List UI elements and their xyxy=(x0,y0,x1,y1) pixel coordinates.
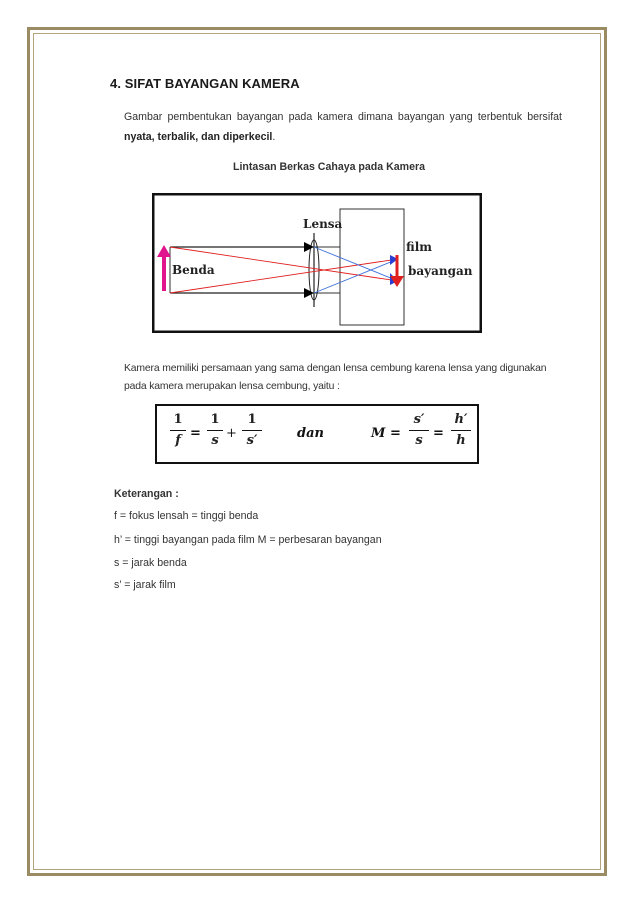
lens-label: Lensa xyxy=(303,217,343,231)
image-label: bayangan xyxy=(408,264,473,278)
figure-title: Lintasan Berkas Cahaya pada Kamera xyxy=(233,161,425,173)
object-label: Benda xyxy=(172,263,215,277)
dan-word: dan xyxy=(297,426,324,441)
fraction-h-prime-over-h: h′ h xyxy=(451,412,471,449)
fraction-1-over-s: 1 s xyxy=(207,412,223,449)
fraction-1-over-f: 1 f xyxy=(170,412,186,449)
camera-ray-diagram xyxy=(152,193,482,333)
film-label: film xyxy=(406,240,432,254)
lens-line-2: pada kamera merupakan lensa cembung, yaitu : xyxy=(124,381,340,392)
fraction-s-prime-over-s: s′ s xyxy=(409,412,429,449)
legend-line-focus: f = fokus lensah = tinggi benda xyxy=(114,510,259,522)
intro-bold-properties: nyata, terbalik, dan diperkecil xyxy=(124,131,273,143)
equals-sign-1: = xyxy=(190,426,201,441)
intro-line-1: Gambar pembentukan bayangan pada kamera dimana bayangan yang terbentuk bersifat xyxy=(124,111,562,123)
intro-paragraph xyxy=(124,107,562,147)
plus-sign: + xyxy=(226,426,237,441)
intro-end: . xyxy=(272,131,276,143)
legend-line-object-distance: s = jarak benda xyxy=(114,557,187,569)
lens-line-1: Kamera memiliki persamaan yang sama dengan lensa cembung karena lensa yang digunakan xyxy=(124,363,547,374)
legend-title: Keterangan : xyxy=(114,488,179,500)
legend-line-film-distance: s’ = jarak film xyxy=(114,579,176,591)
magnification-symbol: M xyxy=(371,426,386,441)
lens-paragraph xyxy=(124,360,574,396)
fraction-1-over-s-prime: 1 s′ xyxy=(242,412,262,449)
section-heading: 4. SIFAT BAYANGAN KAMERA xyxy=(110,76,300,91)
legend-line-image-height: h’ = tinggi bayangan pada film M = perbesaran bayangan xyxy=(114,534,382,546)
equals-sign-3: = xyxy=(433,426,444,441)
formula-box xyxy=(155,404,479,464)
camera-body xyxy=(340,209,404,325)
equals-sign-2: = xyxy=(390,426,401,441)
